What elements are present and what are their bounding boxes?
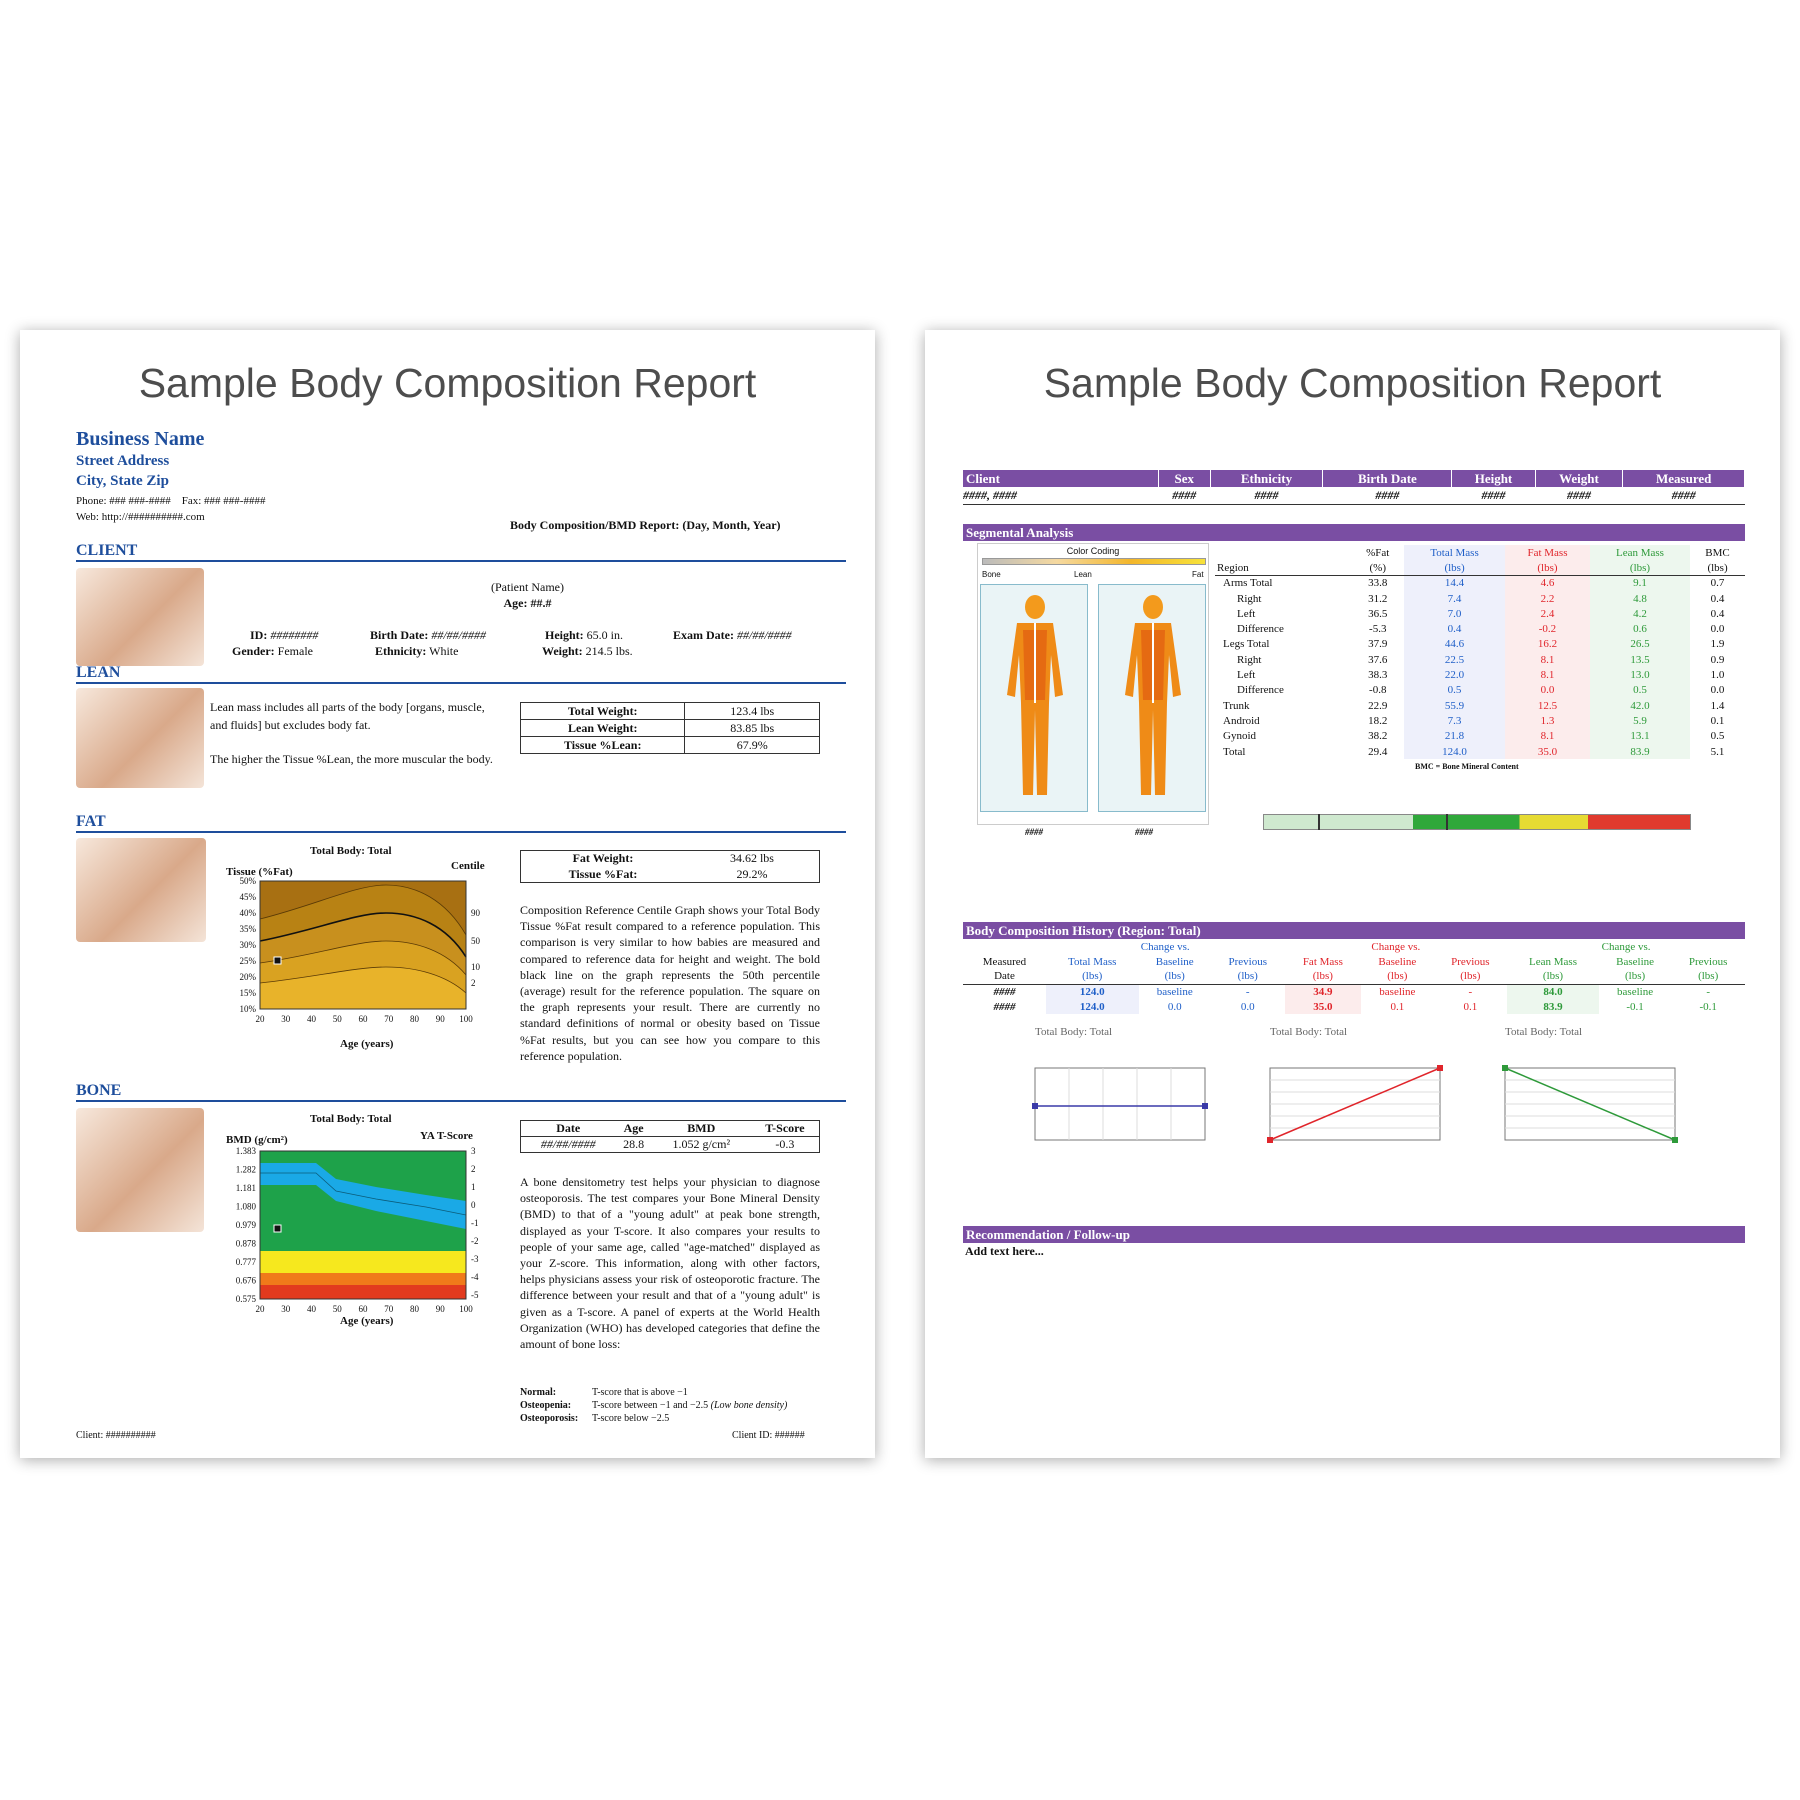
who-bmd-scale bbox=[1263, 802, 1691, 844]
svg-text:70: 70 bbox=[384, 1014, 394, 1024]
svg-text:1.181: 1.181 bbox=[235, 1183, 256, 1193]
street-address: Street Address bbox=[76, 453, 170, 469]
page-title: Sample Body Composition Report bbox=[138, 360, 757, 406]
website: Web: http://##########.com bbox=[76, 511, 205, 523]
patient-age: Age: ##.# bbox=[503, 596, 552, 610]
svg-text:100: 100 bbox=[459, 1304, 473, 1314]
footer-client: Client: ########## bbox=[76, 1430, 156, 1441]
svg-text:0.676: 0.676 bbox=[235, 1275, 256, 1286]
svg-text:-5: -5 bbox=[471, 1290, 479, 1300]
svg-text:1.080: 1.080 bbox=[235, 1201, 256, 1212]
recommendation-heading: Recommendation / Follow-up bbox=[963, 1226, 1745, 1243]
lean-photo bbox=[76, 688, 204, 788]
bone-result-table: Date Age BMD T-Score ##/##/#### 28.8 1.052 g/cm² -0.3 bbox=[520, 1120, 820, 1153]
who-categories: Normal: T-score that is above −1 Osteopenia: T-score between −1 and −2.5 (Low bone density) Osteoporosis: T-score below −2.5 bbox=[520, 1387, 788, 1424]
gender: Gender: Female bbox=[232, 644, 313, 658]
history-table: Change vs. Change vs. Change vs. Measured Total Mass Baseline Previous Fat Mass Baseline Previous Lean Mass Baseline Previous Date (lbs) (lbs) (lbs) (lbs) (lbs) (lbs) (lbs) (lbs) (lbs) #### 124.0 baseline - 34.9 baseline - 84.0 baseline - #### 124.0 0.0 0.0 35.0 0.1 0.1 83.9 -0.1 -0.1 bbox=[963, 939, 1745, 1014]
svg-text:-3: -3 bbox=[471, 1254, 479, 1264]
city-state: City, State Zip bbox=[76, 473, 169, 489]
svg-text:2: 2 bbox=[471, 978, 476, 988]
color-coding-label: Color Coding bbox=[1066, 546, 1120, 556]
scan-1-label: #### bbox=[1025, 827, 1043, 837]
segment-row: Android 18.2 7.3 1.3 5.9 0.1 bbox=[1223, 714, 1725, 727]
segment-row: Left 36.5 7.0 2.4 4.2 0.4 bbox=[1237, 607, 1725, 620]
segment-row: Left 38.3 22.0 8.1 13.0 1.0 bbox=[1237, 669, 1725, 682]
svg-text:35%: 35% bbox=[239, 924, 256, 934]
svg-text:10%: 10% bbox=[239, 1004, 256, 1014]
bone-explanation: A bone densitometry test helps your physician to diagnose osteoporosis. The test compares your Bone Mineral Density (BMD) to that of a "young adult" at peak bone strength, displayed as your T-score. It also compares your results to people of your same age, called "age-matched" displayed as your Z-score. This information, along with other factors, helps physicians assess your risk of osteoporotic fracture. The difference between your result and that of a "young adult" is given as a T-score. A panel of experts at the World Health Organization (WHO) has developed categories that define the amount of bone loss: bbox=[520, 1175, 820, 1352]
lean-text-1: Lean mass includes all parts of the body [organs, muscle, and fluids] but excludes body fat. bbox=[210, 700, 485, 732]
svg-text:50: 50 bbox=[471, 936, 480, 946]
svg-text:10: 10 bbox=[471, 962, 480, 972]
mini-chart-title-2: Total Body: Total bbox=[1270, 1026, 1348, 1038]
history-mini-charts bbox=[985, 1050, 1745, 1200]
dxa-scan-1 bbox=[980, 584, 1088, 812]
fat-centile-chart bbox=[216, 875, 486, 1035]
svg-text:70: 70 bbox=[384, 1304, 394, 1314]
mini-chart-title-1: Total Body: Total bbox=[1035, 1026, 1113, 1038]
svg-text:15%: 15% bbox=[239, 988, 256, 998]
fat-chart-xlabel: Age (years) bbox=[340, 1038, 394, 1050]
ethnicity: Ethnicity: White bbox=[375, 644, 459, 658]
client-photo bbox=[76, 568, 204, 666]
svg-text:0.777: 0.777 bbox=[235, 1257, 256, 1267]
svg-text:0.878: 0.878 bbox=[235, 1238, 256, 1249]
client-id: ID: ######## bbox=[250, 628, 319, 642]
segment-row: Right 31.2 7.4 2.2 4.8 0.4 bbox=[1237, 592, 1725, 605]
bone-tscore-chart bbox=[216, 1145, 486, 1315]
segment-row: Gynoid 38.2 21.8 8.1 13.1 0.5 bbox=[1223, 730, 1725, 743]
height: Height: 65.0 in. bbox=[545, 628, 624, 642]
svg-text:100: 100 bbox=[459, 1014, 473, 1024]
history-row: #### 124.0 baseline - 34.9 baseline - 84.0 baseline - bbox=[993, 985, 1710, 998]
section-client-heading: CLIENT bbox=[76, 542, 846, 562]
scale-label-fat: Fat bbox=[1192, 570, 1204, 579]
svg-text:40%: 40% bbox=[239, 908, 256, 918]
section-fat-heading: FAT bbox=[76, 813, 846, 833]
svg-text:1.383: 1.383 bbox=[235, 1146, 256, 1156]
scan-2-label: #### bbox=[1135, 827, 1153, 837]
dxa-scan-2 bbox=[1098, 584, 1206, 812]
svg-text:1: 1 bbox=[471, 1182, 476, 1192]
svg-text:-1: -1 bbox=[471, 1218, 479, 1228]
phone-fax: Phone: ### ###-#### Fax: ### ###-#### bbox=[76, 495, 266, 507]
history-row: #### 124.0 0.0 0.0 35.0 0.1 0.1 83.9 -0.1 -0.1 bbox=[993, 1000, 1717, 1013]
svg-text:0.979: 0.979 bbox=[235, 1220, 256, 1230]
bmc-note: BMC = Bone Mineral Content bbox=[1415, 762, 1519, 771]
segment-row: Trunk 22.9 55.9 12.5 42.0 1.4 bbox=[1223, 699, 1725, 712]
svg-text:20%: 20% bbox=[239, 972, 256, 982]
business-name: Business Name bbox=[76, 428, 205, 450]
segment-row: Difference -0.8 0.5 0.0 0.5 0.0 bbox=[1237, 684, 1725, 697]
svg-text:0: 0 bbox=[471, 1200, 476, 1210]
fat-chart-ylabel: Tissue (%Fat) bbox=[226, 866, 293, 878]
svg-text:-2: -2 bbox=[471, 1236, 479, 1246]
svg-text:30: 30 bbox=[281, 1304, 291, 1314]
svg-text:40: 40 bbox=[307, 1304, 316, 1314]
svg-text:50: 50 bbox=[332, 1014, 342, 1024]
svg-text:90: 90 bbox=[471, 908, 480, 918]
lean-summary-table: Total Weight: 123.4 lbs Lean Weight: 83.85 lbs Tissue %Lean: 67.9% bbox=[520, 702, 820, 754]
recommendation-text[interactable]: Add text here... bbox=[965, 1244, 1044, 1258]
exam-date: Exam Date: ##/##/#### bbox=[673, 628, 792, 642]
weight: Weight: 214.5 lbs. bbox=[542, 644, 633, 658]
fat-chart-title: Total Body: Total bbox=[310, 845, 392, 857]
svg-text:30: 30 bbox=[281, 1014, 291, 1024]
svg-text:20: 20 bbox=[255, 1014, 265, 1024]
svg-text:3: 3 bbox=[471, 1146, 476, 1156]
mini-chart-title-3: Total Body: Total bbox=[1505, 1026, 1583, 1038]
svg-text:50: 50 bbox=[332, 1304, 342, 1314]
scale-label-bone: Bone bbox=[982, 570, 1001, 579]
bone-chart-xlabel: Age (years) bbox=[340, 1315, 394, 1327]
svg-text:0.575: 0.575 bbox=[235, 1294, 256, 1304]
page-title: Sample Body Composition Report bbox=[1043, 360, 1662, 406]
svg-text:80: 80 bbox=[410, 1014, 419, 1024]
report-date-line: Body Composition/BMD Report: (Day, Month, Year) bbox=[510, 518, 781, 532]
report-page-1 bbox=[20, 330, 875, 1458]
bone-chart-ylabel: BMD (g/cm²) bbox=[226, 1134, 288, 1146]
bone-chart-tscore-label: YA T-Score bbox=[420, 1130, 473, 1142]
bone-photo bbox=[76, 1108, 204, 1232]
segment-row: Difference -5.3 0.4 -0.2 0.6 0.0 bbox=[1237, 623, 1725, 636]
segment-row: Total 29.4 124.0 35.0 83.9 5.1 bbox=[1223, 745, 1725, 758]
footer-client-id: Client ID: ###### bbox=[732, 1430, 805, 1441]
svg-text:80: 80 bbox=[410, 1304, 419, 1314]
section-bone-heading: BONE bbox=[76, 1082, 846, 1102]
dxa-image-panel bbox=[977, 543, 1209, 825]
lean-text-2: The higher the Tissue %Lean, the more muscular the body. bbox=[210, 752, 493, 766]
svg-text:50%: 50% bbox=[239, 876, 256, 886]
fat-explanation: Composition Reference Centile Graph shows your Total Body Tissue %Fat result compared to a reference population. This comparison is very similar to how babies are measured and compared to reference data for height and weight. The bold black line on the graph represents the 50th percentile (average) result for the reference population. The square on the graph represents your result. There are currently no standard definitions of normal or obesity based on Tissue %Fat results, but you can see how you compare to this reference population. bbox=[520, 903, 820, 1063]
patient-name: (Patient Name) bbox=[491, 580, 564, 594]
client-info-table: Client Sex Ethnicity Birth Date Height Weight Measured ####, #### #### #### #### #### #### #### bbox=[963, 470, 1745, 505]
svg-text:30%: 30% bbox=[239, 940, 256, 950]
history-heading: Body Composition History (Region: Total) bbox=[963, 922, 1745, 939]
svg-text:45%: 45% bbox=[239, 892, 256, 902]
fat-chart-centile-label: Centile bbox=[451, 860, 485, 872]
segment-row: Arms Total 33.8 14.4 4.6 9.1 0.7 bbox=[1223, 577, 1725, 590]
svg-text:20: 20 bbox=[255, 1304, 265, 1314]
fat-photo bbox=[76, 838, 206, 942]
svg-text:90: 90 bbox=[435, 1304, 445, 1314]
section-lean-heading: LEAN bbox=[76, 664, 846, 684]
svg-text:60: 60 bbox=[358, 1304, 368, 1314]
svg-text:1.282: 1.282 bbox=[235, 1164, 256, 1175]
segmental-table: %Fat Total Mass Fat Mass Lean Mass BMC Region (%) (lbs) (lbs) (lbs) (lbs) Arms Total 33.8 14.4 4.6 9.1 0.7 Right 31.2 7.4 2.2 4.8 0.4 Left 36.5 7.0 2.4 4.2 0.4 Difference -5.3 0.4 -0.2 0.6 0.0 Legs Total 37.9 44.6 16.2 26.5 1.9 Right 37.6 22.5 8.1 13.5 0.9 Left 38.3 22.0 8.1 13.0 1.0 Difference -0.8 0.5 0.0 0.5 0.0 Trunk 22.9 55.9 12.5 42.0 1.4 Android 18.2 7.3 1.3 5.9 0.1 Gynoid 38.2 21.8 8.1 13.1 0.5 Total 29.4 124.0 35.0 83.9 5.1 bbox=[1215, 545, 1745, 759]
svg-text:40: 40 bbox=[307, 1014, 316, 1024]
segmental-analysis-heading: Segmental Analysis bbox=[963, 524, 1745, 541]
fat-summary-table: Fat Weight: 34.62 lbs Tissue %Fat: 29.2% bbox=[520, 850, 820, 883]
scale-label-lean: Lean bbox=[1074, 570, 1092, 579]
segment-row: Right 37.6 22.5 8.1 13.5 0.9 bbox=[1237, 653, 1725, 666]
birth-date: Birth Date: ##/##/#### bbox=[370, 628, 486, 642]
report-page-2 bbox=[925, 330, 1780, 1458]
color-scale-bar bbox=[982, 558, 1206, 565]
bone-chart-title: Total Body: Total bbox=[310, 1113, 392, 1125]
svg-text:60: 60 bbox=[358, 1014, 368, 1024]
svg-text:90: 90 bbox=[435, 1014, 445, 1024]
svg-text:-4: -4 bbox=[471, 1272, 479, 1282]
svg-text:25%: 25% bbox=[239, 956, 256, 966]
svg-text:2: 2 bbox=[471, 1164, 476, 1174]
segment-row: Legs Total 37.9 44.6 16.2 26.5 1.9 bbox=[1223, 638, 1725, 651]
